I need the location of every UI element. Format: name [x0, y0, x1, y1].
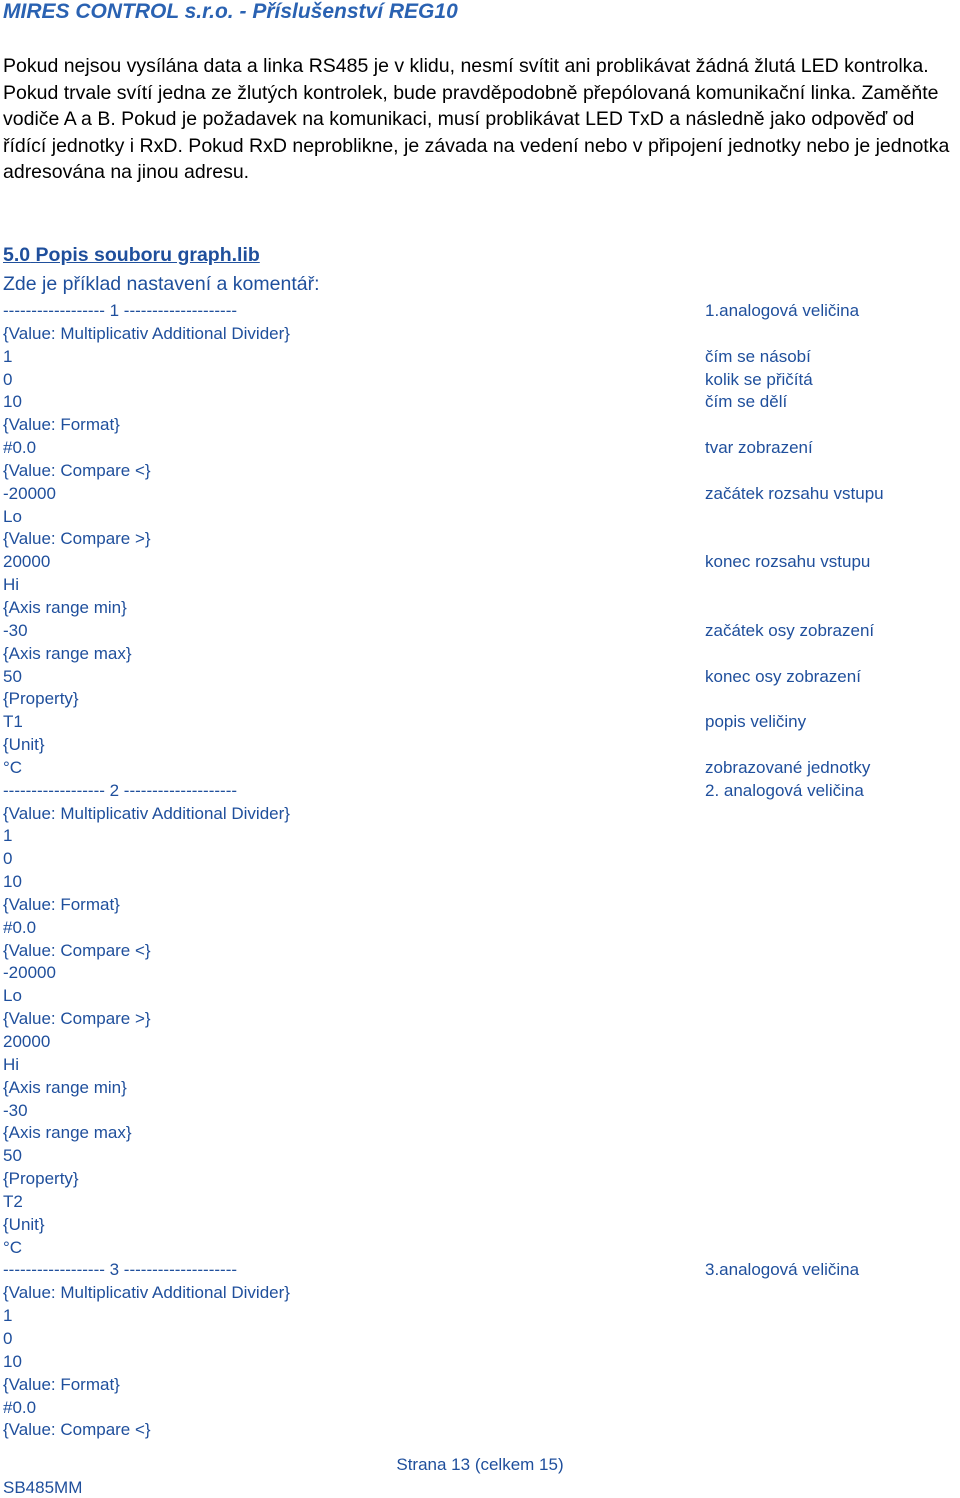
listing-value: T2: [3, 1191, 23, 1211]
listing-comment: 1.analogová veličina: [705, 301, 860, 320]
listing-row: [3, 1077, 958, 1100]
listing-row: [3, 688, 958, 711]
listing-comment: čím se násobí: [705, 346, 811, 366]
listing-row: [3, 1282, 958, 1305]
listing-value: {Value: Compare >}: [3, 529, 151, 549]
listing-comment: začátek osy zobrazení: [705, 620, 875, 640]
listing-value: T1: [3, 712, 23, 732]
listing-row: [3, 1191, 958, 1214]
listing-row: [3, 346, 958, 369]
listing-row: [3, 369, 958, 392]
listing-value: 20000: [3, 1032, 51, 1051]
section-number: 5.0: [3, 244, 31, 266]
listing-value: Lo: [3, 986, 22, 1006]
listing-row: [3, 1305, 958, 1328]
listing-row: [3, 780, 958, 803]
listing-comment: čím se dělí: [705, 392, 788, 412]
listing-value: -20000: [3, 963, 56, 983]
listing-row: [3, 300, 958, 323]
listing-row: [3, 551, 958, 574]
listing-value: 0: [3, 369, 13, 389]
listing-row: [3, 1397, 958, 1420]
listing-value: ------------------ 1 --------------------: [3, 301, 238, 320]
listing-row: [3, 711, 958, 734]
listing-row: [3, 1168, 958, 1191]
page-header: [3, 0, 458, 24]
intro-text: Pokud nejsou vysílána data a linka RS485 je v klidu, nesmí svítit ani problikávat žádná žlutá LED kontrolka. Pokud trvale svítí jedna ze žlutých kontrolek, bude pravděpodobně přepólovaná komunikační linka. Zaměňte vodiče A a B. Pokud je požadavek na komunikaci, musí problikávat LED TxD a následně jako odpověď od řídící jednotky i RxD. Pokud RxD neproblikne, je závada na vedení nebo v připojení jednotky nebo je jednotka adresována na jinou adresu.: [3, 55, 950, 183]
listing-row: [3, 1031, 958, 1054]
listing-comment: tvar zobrazení: [705, 438, 813, 458]
listing-value: {Value: Format}: [3, 415, 120, 435]
listing-row: [3, 391, 958, 414]
listing-value: {Value: Multiplicativ Additional Divider}: [3, 323, 290, 343]
document-code: SB485MM: [3, 1478, 83, 1497]
listing-value: {Value: Compare <}: [3, 1420, 151, 1440]
listing-value: 10: [3, 1351, 22, 1371]
listing-value: {Axis range max}: [3, 1123, 132, 1143]
listing-comment: kolik se přičítá: [705, 369, 813, 389]
listing-value: {Value: Compare <}: [3, 940, 151, 960]
listing-value: {Axis range max}: [3, 643, 132, 663]
listing-comment: konec rozsahu vstupu: [705, 552, 871, 572]
listing-value: {Axis range min}: [3, 1077, 127, 1097]
listing-value: {Property}: [3, 689, 79, 709]
listing-value: #0.0: [3, 438, 37, 458]
listing-value: °C: [3, 757, 23, 777]
listing-value: {Axis range min}: [3, 597, 127, 617]
listing-value: {Value: Format}: [3, 894, 120, 914]
listing-value: -30: [3, 620, 28, 640]
listing-row: [3, 643, 958, 666]
listing-value: -20000: [3, 483, 56, 503]
listing-value: 1: [3, 826, 13, 846]
listing-row: [3, 597, 958, 620]
listing-value: {Property}: [3, 1169, 79, 1189]
listing-value: #0.0: [3, 1397, 37, 1417]
listing-comment: zobrazované jednotky: [705, 757, 871, 777]
listing-row: [3, 894, 958, 917]
listing-row: [3, 1351, 958, 1374]
listing-value: 10: [3, 872, 22, 892]
listing-value: {Value: Compare >}: [3, 1009, 151, 1029]
listing-value: Lo: [3, 506, 22, 526]
listing-row: [3, 985, 958, 1008]
listing-value: 0: [3, 1328, 13, 1348]
listing-row: [3, 437, 958, 460]
company-name: MIRES CONTROL s.r.o.: [3, 0, 234, 23]
listing-row: [3, 574, 958, 597]
listing-row: [3, 1328, 958, 1351]
page-number: Strana 13 (celkem 15): [396, 1455, 564, 1474]
listing-row: [3, 506, 958, 529]
section-title: Popis souboru graph.lib: [35, 244, 260, 266]
listing-value: 1: [3, 1306, 13, 1326]
listing-row: [3, 825, 958, 848]
listing-comment: začátek rozsahu vstupu: [705, 483, 884, 503]
listing-row: [3, 1008, 958, 1031]
listing-row: [3, 1054, 958, 1077]
listing-row: [3, 871, 958, 894]
listing-value: 10: [3, 392, 22, 412]
config-listing: [3, 300, 958, 1442]
listing-row: [3, 757, 958, 780]
listing-row: [3, 962, 958, 985]
listing-row: [3, 1259, 958, 1282]
listing-row: [3, 940, 958, 963]
listing-value: #0.0: [3, 917, 37, 937]
listing-value: 50: [3, 1146, 22, 1166]
listing-value: 0: [3, 849, 13, 869]
listing-value: 20000: [3, 552, 51, 572]
listing-comment: konec osy zobrazení: [705, 666, 861, 686]
section-subtitle: Zde je příklad nastavení a komentář:: [3, 273, 320, 295]
listing-row: [3, 917, 958, 940]
listing-row: [3, 528, 958, 551]
listing-row: [3, 734, 958, 757]
listing-comment: popis veličiny: [705, 712, 807, 732]
listing-row: [3, 1419, 958, 1442]
listing-value: {Value: Multiplicativ Additional Divider}: [3, 803, 290, 823]
listing-value: Hi: [3, 1054, 20, 1074]
listing-value: 50: [3, 666, 22, 686]
listing-comment: 3.analogová veličina: [705, 1260, 860, 1280]
listing-row: [3, 803, 958, 826]
listing-value: ------------------ 3 --------------------: [3, 1260, 238, 1280]
listing-value: {Value: Multiplicativ Additional Divider}: [3, 1283, 290, 1303]
document-title: Příslušenství REG10: [252, 0, 458, 23]
listing-value: Hi: [3, 575, 20, 595]
listing-row: [3, 666, 958, 689]
listing-row: [3, 323, 958, 346]
listing-row: [3, 460, 958, 483]
listing-row: [3, 414, 958, 437]
listing-row: [3, 848, 958, 871]
listing-value: -30: [3, 1100, 28, 1120]
listing-value: {Unit}: [3, 1214, 45, 1234]
listing-value: 1: [3, 346, 13, 366]
listing-value: {Unit}: [3, 735, 45, 755]
listing-row: [3, 1122, 958, 1145]
listing-value: {Value: Format}: [3, 1374, 120, 1394]
listing-row: [3, 1145, 958, 1168]
section-heading: [3, 244, 260, 267]
listing-row: [3, 1237, 958, 1260]
intro-paragraph: [3, 53, 958, 186]
listing-comment: 2. analogová veličina: [705, 780, 864, 800]
header-separator: -: [233, 0, 253, 23]
listing-row: [3, 620, 958, 643]
listing-row: [3, 1100, 958, 1123]
listing-value: ------------------ 2 --------------------: [3, 780, 238, 800]
listing-row: [3, 483, 958, 506]
listing-row: [3, 1214, 958, 1237]
listing-row: [3, 1374, 958, 1397]
listing-value: {Value: Compare <}: [3, 460, 151, 480]
listing-value: °C: [3, 1237, 23, 1257]
